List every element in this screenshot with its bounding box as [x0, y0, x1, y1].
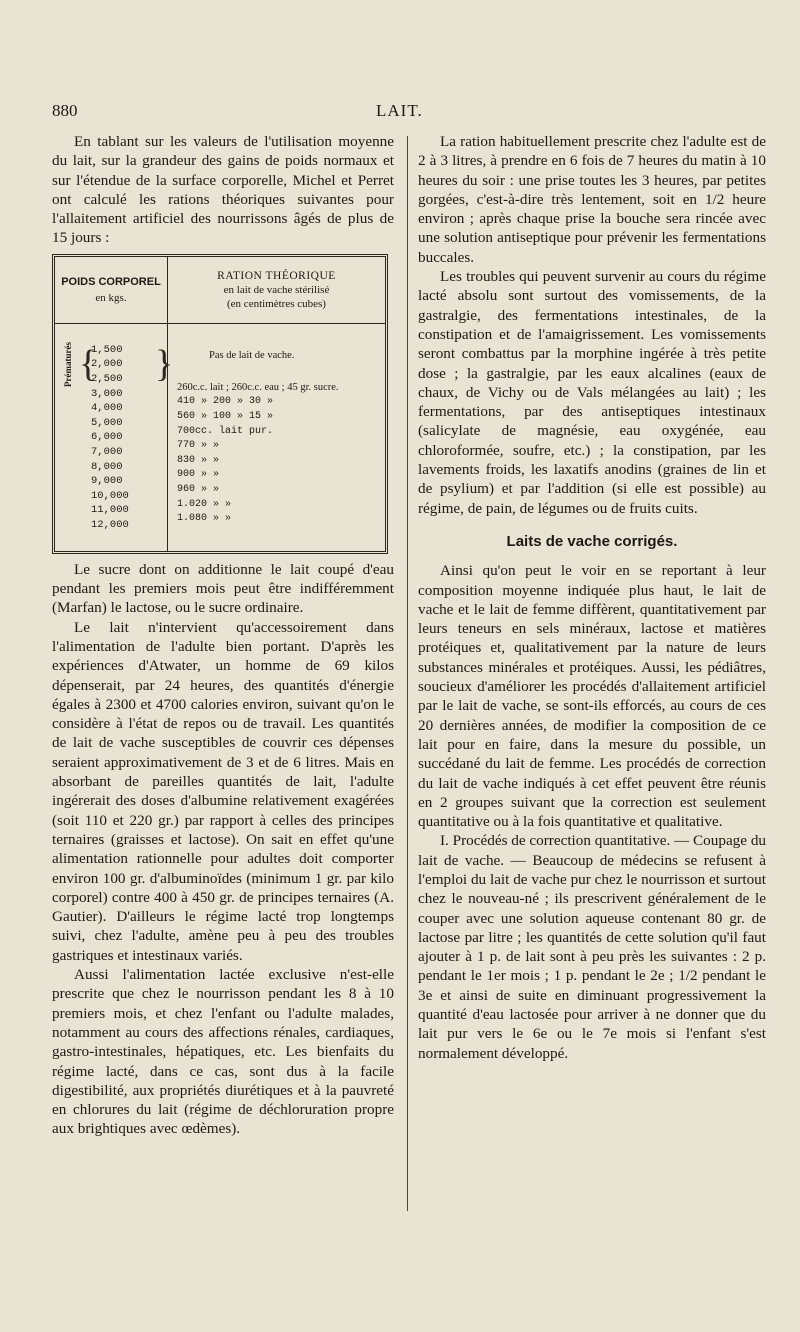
weight-cell: 3,000 — [91, 387, 123, 400]
weight-unit: en kgs. — [95, 291, 127, 304]
ration-list — [177, 343, 381, 527]
adult-milk-paragraph: Le lait n'intervient qu'accessoirement dans l'alimentation de l'adulte bien portant. D'après les expériences d'Atwater, un homme de 69 kilos dépenserait, par 24 heures, des quantités d'énergie égales à 2300 et 4700 calories environ, suivant qu'on le considère à l'état de repos ou de travail. Les quantités de lait de vache susceptibles de couvrir ces dépenses seraient approximativement de 3 et de 6 litres. Mais en absorbant de pareilles quantités de lait, l'adulte ingérerait des doses d'albumine relativement exagérées (soit 110 et 220 gr.) par rapport à celles des principes ternaires (graisses et lactose). On sait en effet qu'une alimentation rationnelle pour adultes doit comporter environ 100 gr. d'albuminoïdes (minimum 1 gr. par kilo corporel) contre 400 à 450 gr. de principes ternaires (A. Gautier). D'ailleurs le régime lacté trop longtemps suivi, chez l'adulte, amène peu à peu des troubles gastriques et intestinaux variés. — [52, 618, 394, 964]
weight-cell: 8,000 — [91, 460, 123, 473]
no-milk-note: Pas de lait de vache. — [209, 349, 295, 361]
ration-sub-2: (en centimètres cubes) — [227, 297, 326, 310]
weight-cell: 9,000 — [91, 475, 123, 488]
page-number: 880 — [52, 101, 78, 120]
weight-cell: 11,000 — [91, 504, 129, 517]
exclusive-milk-paragraph: Aussi l'alimentation lactée exclusive n'est-elle prescrite que chez le nourrisson pendant les 8 à 10 premiers mois, et chez l'enfant ou l'adulte malades, notamment au cours des affections rénales, cardiaques, gastro-intestinales, hépatiques, etc. Les bienfaits du régime lacté, dans ce cas, sont dus à la facile digestibilité, aux propriétés diurétiques et à la pauvreté en chlorures du lait (régime de déchloruration propre aux brightiques avec œdèmes). — [52, 966, 394, 1138]
weight-cell: 7,000 — [91, 445, 123, 458]
weight-header: POIDS CORPOREL — [61, 275, 161, 288]
weight-cell: 6,000 — [91, 431, 123, 444]
table-header-ration — [168, 257, 385, 324]
left-column — [52, 132, 394, 1139]
right-brace: } — [155, 342, 174, 385]
ration-cell: 1.080 » » — [177, 513, 232, 525]
troubles-paragraph: Les troubles qui peuvent survenir au cours du régime lacté absolu sont surtout des vomissements, de la gastralgie, des fermentations intestinales, de la constipation et de l'amaigrissement. Les vomissements seront combattus par la morphine ingérée à très petite dose ; la gastralgie, par les eaux alcalines (eaux de chaux, de Vichy ou de Vals mélangées au lait) ; les fermentations, par des antiseptiques intestinaux (salicylate de magnésie, eau oxygénée, eau chloroformée, soufre, etc.) ; la constipation, par les lavements froids, les laxatifs anodins (graines de lin et de psylium) et par l'addition (si elle est possible) au régime, de pain, de légumes ou de fruits cuits. — [418, 268, 766, 517]
ration-cell: 900 » » — [177, 469, 220, 481]
weight-cell: 12,000 — [91, 518, 129, 531]
composition-paragraph: Ainsi qu'on peut le voir en se reportant à leur composition moyenne indiquée plus haut, le lait de vache et le lait de femme diffèrent, quantitativement par leurs teneurs en sels minéraux, lactose et matières protéiques et, qualitativement par la nature de leurs substances minérales et protéiques. Aussi, les pédiâtres, soucieux d'améliorer les procédés d'allaitement artificiel par le lait de vache, se sont-ils efforcés, au cours de ces 20 dernières années, de modifier la composition de ce lait pour en faire, dans la mesure du possible, un succédané du lait de femme. Les procédés de correction du lait de vache indiqués à cet effet peuvent être réunis en 2 groupes suivant que la correction est seulement quantitative ou à la fois quantitative et qualitative. — [418, 562, 766, 831]
ration-cell: 700cc. lait pur. — [177, 425, 274, 437]
table-header-weight — [55, 257, 168, 324]
weight-cell: 1,500 — [91, 343, 123, 356]
ration-table — [52, 254, 388, 554]
right-column — [418, 132, 766, 1063]
ration-cell: 410 » 200 » 30 » — [177, 396, 274, 408]
prematures-label: Prématurés — [63, 341, 73, 387]
weight-list — [91, 343, 151, 533]
ration-header: RATION THÉORIQUE — [217, 269, 336, 282]
weight-cell: 4,000 — [91, 402, 123, 415]
left-brace: { — [79, 342, 98, 385]
intro-paragraph: En tablant sur les valeurs de l'utilisation moyenne du lait, sur la grandeur des gains de poids normaux et sur l'étendue de la surface corporelle, Michel et Perret ont calculé les rations théoriques suivantes pour l'allaitement artificiel des nourrissons âgés de plus de 15 jours : — [52, 133, 394, 247]
sugar-paragraph: Le sucre dont on additionne le lait coupé d'eau pendant les premiers mois peut être indifféremment (Marfan) le lactose, ou le sucre ordinaire. — [52, 560, 394, 617]
ration-cell: 560 » 100 » 15 » — [177, 410, 274, 422]
running-title: LAIT. — [376, 101, 423, 120]
ration-cell: 260c.c. lait ; 260c.c. eau ; 45 gr. sucre. — [177, 381, 339, 393]
ration-cell: 960 » » — [177, 483, 220, 495]
section-heading: Laits de vache corrigés. — [506, 532, 678, 550]
column-divider — [407, 136, 408, 1211]
ration-sub-1: en lait de vache stérilisé — [223, 283, 330, 296]
ration-cell: 770 » » — [177, 440, 220, 452]
weight-cell: 2,000 — [91, 358, 123, 371]
quantitative-correction-paragraph: I. Procédés de correction quantitative. — Coupage du lait de vache. — Beaucoup de médecins se refusent à l'emploi du lait de vache pur chez le nourrisson et surtout chez le nouveau-né ; ils prescrivent généralement de le couper avec une solution aqueuse contenant 80 gr. de lactose par litre ; les quantités de cette solution qu'il faut ajouter à 1 p. de lait sont à peu près les suivantes : 2 p. pendant le 1er mois ; 1 p. pendant le 2e ; 1/2 pendant le 3e et ainsi de suite en diminuant progressivement la quantité d'eau lactosée pour arriver à ne donner que du lait pur vers le 6e ou le 7e mois si l'enfant s'est normalement développé. — [418, 832, 767, 1062]
ration-cell: 1.020 » » — [177, 498, 232, 510]
weight-cell: 2,500 — [91, 372, 123, 385]
adult-ration-paragraph: La ration habituellement prescrite chez l'adulte est de 2 à 3 litres, à prendre en 6 fois de 7 heures du matin à 10 heures du soir : une prise toutes les 3 heures, par petites gorgées, c'est-à-dire très lentement, soit en 1/2 heure environ ; après chaque prise la bouche sera rincée avec une solution antiseptique pour prévenir les fermentations buccales. — [418, 133, 766, 266]
weight-cell: 5,000 — [91, 416, 123, 429]
spacer — [177, 372, 381, 381]
weight-cell: 10,000 — [91, 489, 129, 502]
ration-cell: 830 » » — [177, 454, 220, 466]
